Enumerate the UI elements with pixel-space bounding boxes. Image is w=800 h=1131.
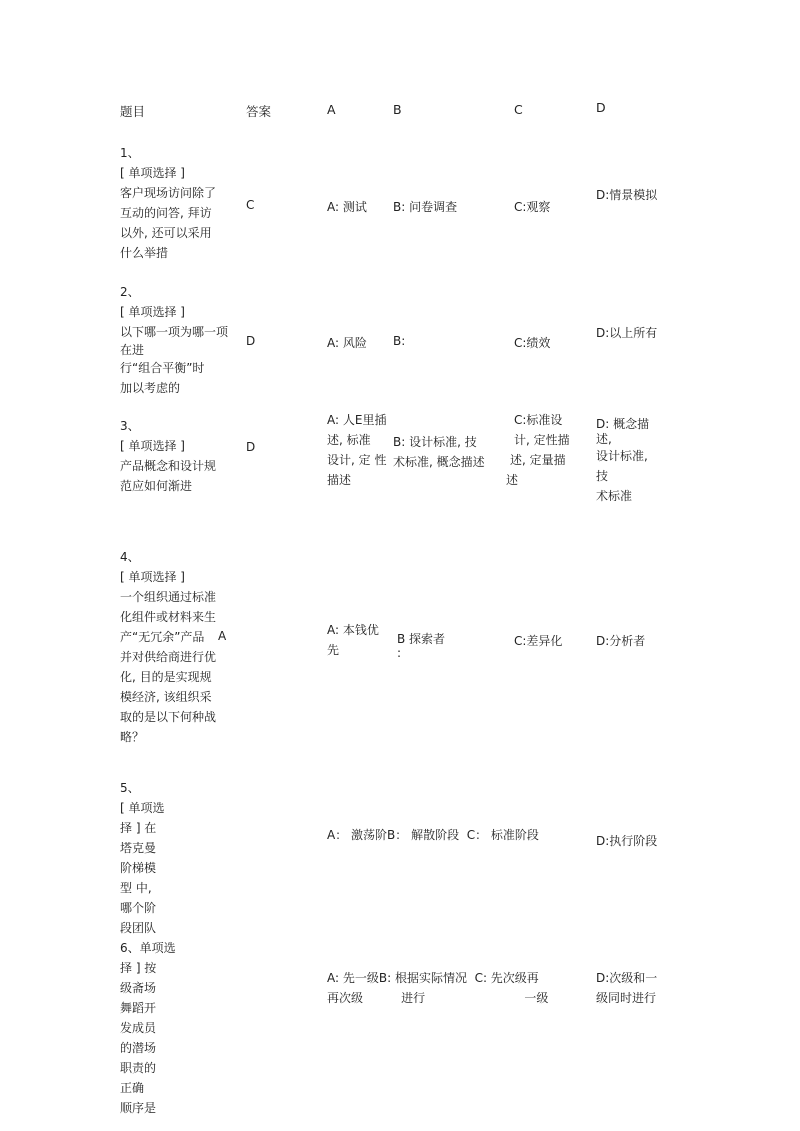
question-text: 4、 [ 单项选择 ] 一个组织通过标准 化组件或材料来生 产“无冗余”产品 并对供给商进行优 化, 目的是实现规 模经济, 该组织采 取的是以下何种战 略？ (120, 547, 216, 747)
option-a: A: 本钱优 先 (327, 623, 379, 657)
header-question: 题目 (120, 104, 146, 119)
option-b: B: 设计标准, 技 术标准, 概念描述 (393, 435, 485, 469)
option-abc: A: 先一级B: 根据实际情况 C: 先次级再 再次级 进行 一级 (327, 971, 549, 1005)
question-number: 2、 (120, 285, 140, 299)
question-number: 5、 (120, 781, 140, 795)
option-d: D:次级和一 级同时进行 (596, 971, 658, 1005)
option-a: A: 人E里插 述, 标准 设计, 定 性 描述 (327, 413, 387, 487)
option-d: D:情景模拟 (596, 188, 658, 202)
option-a: A: 测试 (327, 200, 367, 214)
header-c: C (514, 102, 523, 117)
answer-value: A (218, 629, 227, 643)
question-text: 5、 [ 单项选 择 ] 在 塔克曼 阶梯模 型 中, 哪个阶 段团队 6、单项选 择 ] 按 级斋场 舞蹈开 发成员 的潜场 职责的 正确 顺序是 (120, 778, 176, 1118)
option-c: C:差异化 (514, 634, 563, 648)
option-a: A: 风险 (327, 336, 367, 350)
option-c: C:绩效 (514, 336, 551, 350)
question-type: [ 单项选择 ] (120, 570, 185, 584)
header-answer: 答案 (246, 104, 272, 119)
answer-value: C (246, 198, 255, 212)
answer-value: D (246, 334, 256, 348)
question-type: [ 单项选择 ] (120, 439, 185, 453)
question-type: [ 单项选择 ] (120, 166, 185, 180)
question-number: 4、 (120, 550, 140, 564)
option-c: C:观察 (514, 200, 551, 214)
option-b: B: (393, 334, 406, 348)
header-b: B (393, 102, 402, 117)
option-b: B: 问卷调查 (393, 200, 458, 214)
answer-value: D (246, 440, 256, 454)
header-d: D (596, 100, 606, 115)
option-abc: A： 激荡阶B： 解散阶段 C： 标准阶段 (327, 828, 539, 842)
question-text: 2、 [ 单项选择 ] 以下哪一项为哪一项 在进 行“组合平衡”时 加以考虑的 (120, 282, 228, 398)
question-type: [ 单项选 (120, 801, 165, 815)
option-d: D: 概念描 述, 设计标准, 技 术标准 (596, 417, 650, 503)
question-number: 3、 (120, 419, 140, 433)
question-number: 1、 (120, 146, 140, 160)
option-c: C:标准设 计, 定性描 述, 定量描 述 (506, 413, 570, 487)
option-b: B 探索者 : (397, 632, 446, 660)
option-d: D:执行阶段 (596, 834, 658, 848)
option-d: D:分析者 (596, 634, 646, 648)
question-text: 3、 [ 单项选择 ] 产品概念和设计规 范应如何渐进 (120, 416, 216, 496)
question-type: [ 单项选择 ] (120, 305, 185, 319)
option-d: D:以上所有 (596, 326, 658, 340)
header-a: A (327, 102, 336, 117)
question-text: 1、 [ 单项选择 ] 客户现场访问除了 互动的问答, 拜访 以外, 还可以采用 什么举措 (120, 143, 216, 263)
